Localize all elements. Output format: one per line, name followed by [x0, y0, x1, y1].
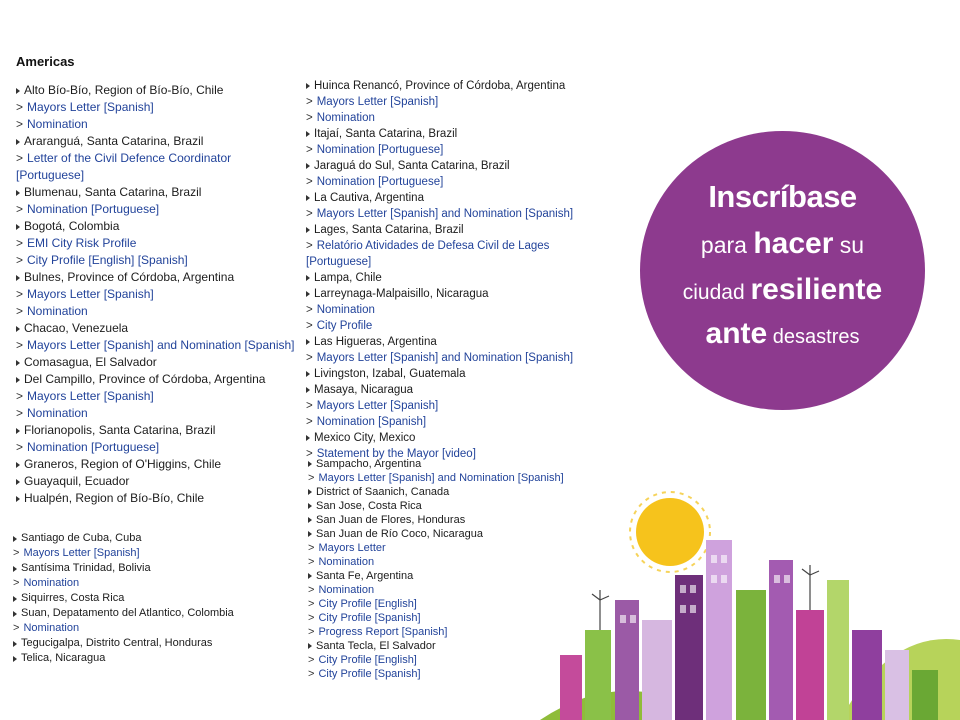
document-link[interactable]: > Nomination [16, 406, 88, 420]
chevron-right-icon: > [16, 389, 24, 403]
city-name: Jaraguá do Sul, Santa Catarina, Brazil [306, 158, 609, 174]
document-link[interactable]: > Nomination [Portuguese] [16, 440, 160, 454]
city-name: San Juan de Flores, Honduras [308, 513, 608, 527]
city-name: Florianopolis, Santa Catarina, Brazil [16, 422, 298, 439]
chevron-right-icon: > [306, 176, 313, 188]
document-link[interactable]: > Mayors Letter [Spanish] and Nomination [Spanish] [16, 338, 295, 352]
bullet-arrow-icon [306, 131, 310, 137]
chevron-right-icon: > [306, 448, 313, 460]
document-link[interactable]: > Relatório Atividades de Defesa Civil de Lages [Portuguese] [306, 240, 550, 268]
bullet-arrow-icon [308, 503, 312, 509]
city-name: Alto Bío-Bío, Region of Bío-Bío, Chile [16, 82, 298, 99]
bullet-arrow-icon [16, 139, 20, 145]
bullet-arrow-icon [16, 462, 20, 468]
chevron-right-icon: > [306, 208, 313, 220]
city-name: Larreynaga-Malpaisillo, Nicaragua [306, 286, 609, 302]
chevron-right-icon: > [308, 668, 315, 680]
bullet-arrow-icon [306, 435, 310, 441]
bullet-arrow-icon [16, 224, 20, 230]
document-link[interactable]: > Nomination [308, 584, 375, 596]
bullet-arrow-icon [16, 496, 20, 502]
bullet-arrow-icon [308, 531, 312, 537]
city-name: Telica, Nicaragua [13, 651, 303, 666]
chevron-right-icon: > [306, 96, 313, 108]
city-name: Santísima Trinidad, Bolivia [13, 561, 303, 576]
city-name: La Cautiva, Argentina [306, 190, 609, 206]
city-name: San Jose, Costa Rica [308, 499, 608, 513]
city-name: District of Saanich, Canada [308, 485, 608, 499]
city-entry [16, 354, 298, 371]
document-link[interactable]: > Mayors Letter [Spanish] [306, 400, 439, 412]
bullet-arrow-icon [306, 163, 310, 169]
chevron-right-icon: > [306, 320, 313, 332]
city-entry [16, 320, 298, 354]
chevron-right-icon: > [16, 100, 24, 114]
badge-line-2: para hacer su [700, 227, 865, 260]
document-link[interactable]: > Mayors Letter [308, 542, 386, 554]
cities-column-3 [13, 531, 303, 666]
bullet-arrow-icon [308, 517, 312, 523]
document-link[interactable]: > Mayors Letter [Spanish] and Nomination [Spanish] [308, 472, 564, 484]
section-title: Americas [16, 54, 75, 69]
city-name: Santa Tecla, El Salvador [308, 639, 608, 653]
chevron-right-icon: > [16, 202, 24, 216]
city-entry [306, 222, 609, 270]
chevron-right-icon: > [308, 584, 315, 596]
city-entry [16, 218, 298, 269]
document-link[interactable]: > Nomination [16, 304, 88, 318]
city-name: Araranguá, Santa Catarina, Brazil [16, 133, 298, 150]
document-link[interactable]: > City Profile [Spanish] [308, 612, 421, 624]
document-link[interactable]: > Statement by the Mayor [video] [306, 448, 476, 460]
sun-icon [636, 498, 704, 566]
city-name: Las Higueras, Argentina [306, 334, 609, 350]
city-entry [16, 269, 298, 320]
city-name: Siquirres, Costa Rica [13, 591, 303, 606]
city-entry [16, 473, 298, 490]
city-name: Sampacho, Argentina [308, 457, 608, 471]
city-entry [16, 422, 298, 456]
chevron-right-icon: > [16, 338, 24, 352]
document-link[interactable]: > Nomination [13, 577, 80, 589]
city-entry [13, 561, 303, 591]
city-entry [16, 490, 298, 507]
document-link[interactable]: > Nomination [Portuguese] [306, 176, 444, 188]
document-link[interactable]: > Progress Report [Spanish] [308, 626, 448, 638]
chevron-right-icon: > [16, 304, 24, 318]
bullet-arrow-icon [308, 489, 312, 495]
resilient-city-illustration [540, 480, 960, 720]
chevron-right-icon: > [13, 577, 20, 589]
chevron-right-icon: > [16, 151, 24, 165]
city-name: Del Campillo, Province of Córdoba, Argentina [16, 371, 298, 388]
city-name: Mexico City, Mexico [306, 430, 609, 446]
document-link[interactable]: > City Profile [English] [308, 598, 417, 610]
bullet-arrow-icon [16, 275, 20, 281]
document-link[interactable]: > Nomination [Portuguese] [16, 202, 160, 216]
chevron-right-icon: > [16, 440, 24, 454]
city-name: Lages, Santa Catarina, Brazil [306, 222, 609, 238]
chevron-right-icon: > [308, 654, 315, 666]
chevron-right-icon: > [16, 406, 24, 420]
chevron-right-icon: > [308, 598, 315, 610]
bullet-arrow-icon [13, 641, 17, 647]
city-entry [306, 126, 609, 158]
city-name: Hualpén, Region of Bío-Bío, Chile [16, 490, 298, 507]
chevron-right-icon: > [306, 416, 313, 428]
document-link[interactable]: > Nomination [306, 112, 375, 124]
bullet-arrow-icon [13, 611, 17, 617]
document-link[interactable]: > City Profile [306, 320, 373, 332]
chevron-right-icon: > [16, 117, 24, 131]
bullet-arrow-icon [306, 275, 310, 281]
bullet-arrow-icon [306, 371, 310, 377]
badge-line-3: ciudad resiliente [682, 273, 883, 306]
chevron-right-icon: > [308, 626, 315, 638]
city-name: Itajaí, Santa Catarina, Brazil [306, 126, 609, 142]
chevron-right-icon: > [308, 542, 315, 554]
city-entry [306, 382, 609, 430]
bullet-arrow-icon [308, 461, 312, 467]
chevron-right-icon: > [306, 304, 313, 316]
city-name: Masaya, Nicaragua [306, 382, 609, 398]
document-link[interactable]: > Nomination [16, 117, 88, 131]
city-entry [16, 133, 298, 184]
chevron-right-icon: > [306, 400, 313, 412]
city-name: Suan, Depatamento del Atlantico, Colombia [13, 606, 303, 621]
bullet-arrow-icon [306, 291, 310, 297]
bullet-arrow-icon [16, 479, 20, 485]
city-entry [16, 82, 298, 133]
chevron-right-icon: > [13, 547, 20, 559]
city-entry [16, 371, 298, 422]
city-entry [13, 606, 303, 636]
city-name: Santiago de Cuba, Cuba [13, 531, 303, 546]
city-name: Huinca Renancó, Province of Córdoba, Argentina [306, 78, 609, 94]
badge-line-1: Inscríbase [708, 179, 857, 214]
city-entry [13, 531, 303, 561]
city-name: Lampa, Chile [306, 270, 609, 286]
document-link[interactable]: > Mayors Letter [Spanish] [16, 100, 154, 114]
chevron-right-icon: > [306, 112, 313, 124]
bullet-arrow-icon [306, 227, 310, 233]
city-name: Bogotá, Colombia [16, 218, 298, 235]
document-link[interactable]: > City Profile [English] [308, 654, 417, 666]
city-entry [13, 636, 303, 651]
document-link[interactable]: > City Profile [English] [Spanish] [16, 253, 188, 267]
city-name: Graneros, Region of O'Higgins, Chile [16, 456, 298, 473]
chevron-right-icon: > [306, 240, 313, 252]
city-name: Comasagua, El Salvador [16, 354, 298, 371]
chevron-right-icon: > [308, 472, 315, 484]
bullet-arrow-icon [13, 566, 17, 572]
chevron-right-icon: > [306, 352, 313, 364]
document-link[interactable]: > City Profile [Spanish] [308, 668, 421, 680]
cities-column-1 [16, 82, 298, 507]
bullet-arrow-icon [308, 573, 312, 579]
city-name: Bulnes, Province of Córdoba, Argentina [16, 269, 298, 286]
city-name: Guayaquil, Ecuador [16, 473, 298, 490]
document-link[interactable]: > Nomination [13, 622, 80, 634]
city-name: Tegucigalpa, Distrito Central, Honduras [13, 636, 303, 651]
city-name: Santa Fe, Argentina [308, 569, 608, 583]
chevron-right-icon: > [16, 253, 24, 267]
chevron-right-icon: > [308, 556, 315, 568]
bullet-arrow-icon [16, 88, 20, 94]
bullet-arrow-icon [16, 360, 20, 366]
document-link[interactable]: > Letter of the Civil Defence Coordinator [Portuguese] [16, 151, 232, 182]
city-name: Livingston, Izabal, Guatemala [306, 366, 609, 382]
city-entry [306, 190, 609, 222]
badge-line-4: ante desastres [705, 317, 860, 350]
bullet-arrow-icon [308, 643, 312, 649]
document-link[interactable]: > Nomination [306, 304, 375, 316]
bullet-arrow-icon [306, 83, 310, 89]
document-link[interactable]: > EMI City Risk Profile [16, 236, 137, 250]
document-link[interactable]: > Mayors Letter [Spanish] [13, 547, 140, 559]
register-badge[interactable] [640, 131, 925, 410]
chevron-right-icon: > [16, 287, 24, 301]
bullet-arrow-icon [16, 190, 20, 196]
document-link[interactable]: > Mayors Letter [Spanish] [306, 96, 439, 108]
chevron-right-icon: > [16, 236, 24, 250]
city-entry [13, 591, 303, 606]
document-link[interactable]: > Mayors Letter [Spanish] [16, 287, 154, 301]
bullet-arrow-icon [16, 377, 20, 383]
city-name: Chacao, Venezuela [16, 320, 298, 337]
bullet-arrow-icon [16, 326, 20, 332]
bullet-arrow-icon [16, 428, 20, 434]
bullet-arrow-icon [306, 339, 310, 345]
city-entry [306, 334, 609, 366]
city-entry [306, 78, 609, 126]
cities-column-2 [306, 78, 609, 462]
city-entry [306, 366, 609, 382]
chevron-right-icon: > [306, 144, 313, 156]
chevron-right-icon: > [308, 612, 315, 624]
city-entry [306, 270, 609, 286]
document-link[interactable]: > Nomination [Portuguese] [306, 144, 444, 156]
document-link[interactable]: > Nomination [308, 556, 375, 568]
city-entry [16, 456, 298, 473]
bullet-arrow-icon [13, 596, 17, 602]
city-entry [16, 184, 298, 218]
city-entry [13, 651, 303, 666]
document-link[interactable]: > Nomination [Spanish] [306, 416, 427, 428]
document-link[interactable]: > Mayors Letter [Spanish] [16, 389, 154, 403]
document-link[interactable]: > Mayors Letter [Spanish] and Nomination [Spanish] [306, 208, 574, 220]
bullet-arrow-icon [13, 536, 17, 542]
bullet-arrow-icon [306, 195, 310, 201]
city-name: San Juan de Río Coco, Nicaragua [308, 527, 608, 541]
bullet-arrow-icon [306, 387, 310, 393]
document-link[interactable]: > Mayors Letter [Spanish] and Nomination [Spanish] [306, 352, 574, 364]
city-entry [306, 286, 609, 334]
bullet-arrow-icon [13, 656, 17, 662]
chevron-right-icon: > [13, 622, 20, 634]
city-name: Blumenau, Santa Catarina, Brazil [16, 184, 298, 201]
city-entry [306, 158, 609, 190]
